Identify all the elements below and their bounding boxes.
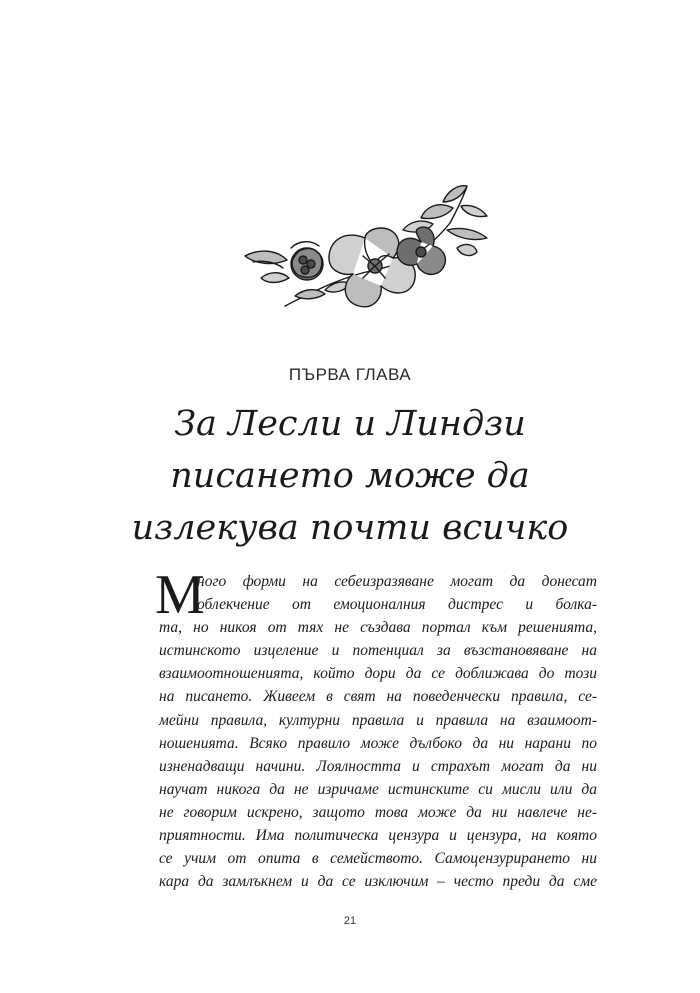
body-line: истинското изцеление и потенциал за възстановяване на xyxy=(159,642,597,660)
body-line: изненадващи начини. Лоялността и страхът могат да ни xyxy=(159,757,597,775)
body-line: мейни правила, културни правила и правила на взаимоот- xyxy=(159,711,597,729)
body-line: ного форми на себеизразяване могат да донесат xyxy=(197,573,597,590)
chapter-label: ПЪРВА ГЛАВА xyxy=(288,365,412,384)
chapter-title xyxy=(0,398,700,554)
body-line: не говорим искрено, защото това може да ни навлече не- xyxy=(159,803,597,821)
body-line: взаимоотношенията, който дори да се доближава до този xyxy=(159,665,597,683)
body-line: ношенията. Всяко правило може дълбоко да ни нарани по xyxy=(159,734,597,752)
body-line: та, но никоя от тях не създава портал към решенията, xyxy=(159,619,597,637)
body-line: научат никога да не изричаме истинските си мисли или да xyxy=(159,780,597,798)
floral-ornament-icon xyxy=(225,178,505,318)
body-line: на писането. Живеем в свят на поведенчески правила, се- xyxy=(159,688,597,706)
chapter-body-text xyxy=(155,564,597,893)
body-line: кара да замлъкнем и да се изключим – често преди да сме xyxy=(159,873,597,891)
chapter-title-line: писането може да xyxy=(170,456,530,496)
body-line: се учим от опита в семейството. Самоцензурирането ни xyxy=(159,850,597,868)
chapter-title-line: За Лесли и Линдзи xyxy=(174,404,526,444)
body-line: приятности. Има политическа цензура и цензура, на която xyxy=(159,827,597,845)
drop-cap: М xyxy=(155,564,205,626)
page-number: 21 xyxy=(343,915,357,927)
chapter-title-line: излекува почти всичко xyxy=(131,508,569,548)
body-line: облекчение от емоционалния дистрес и болка- xyxy=(197,596,597,614)
